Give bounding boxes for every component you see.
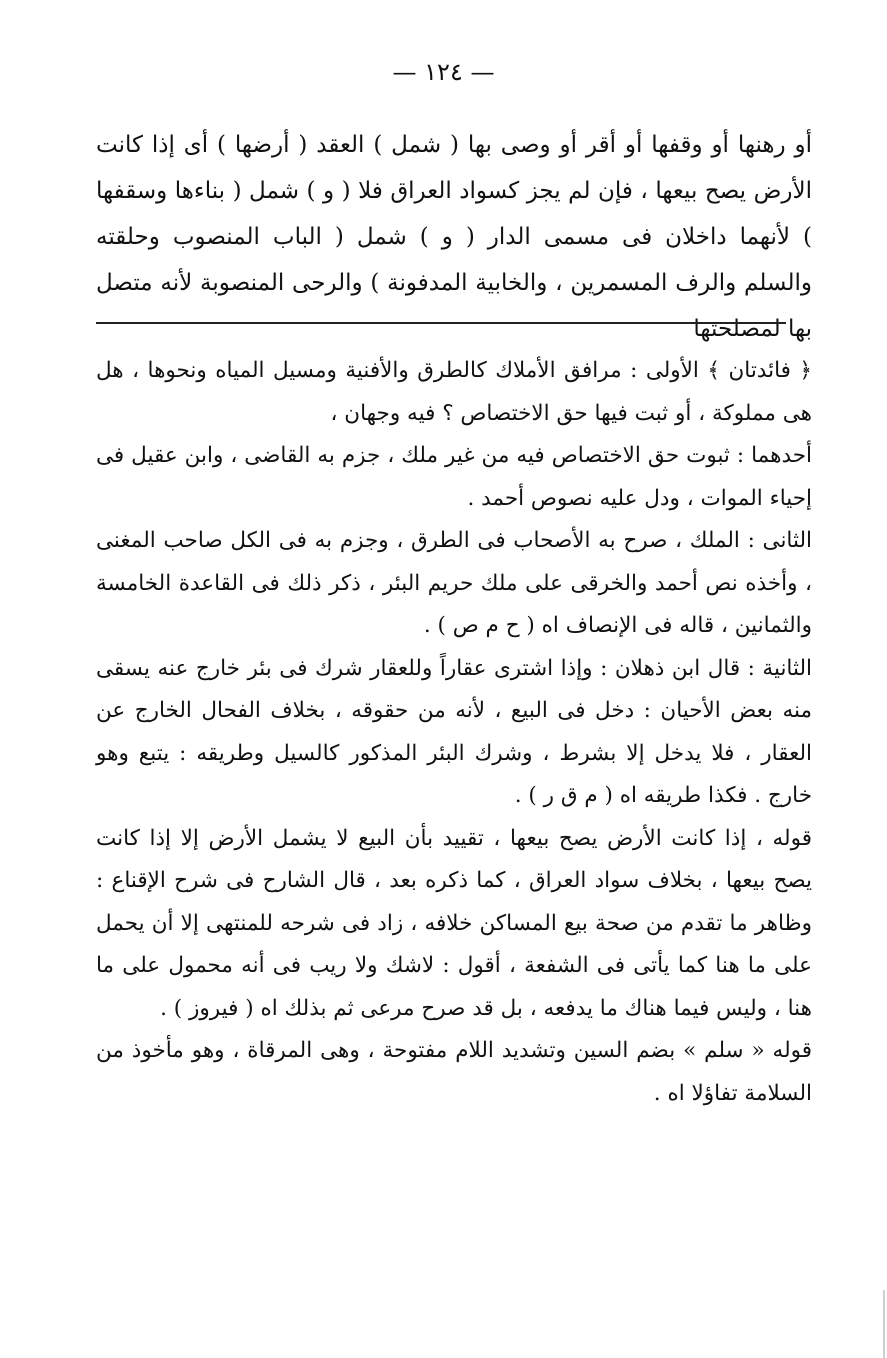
page-edge-shadow: [883, 1290, 885, 1358]
footnotes-block: [96, 350, 812, 1115]
note-paragraph-intro: ﴿ فائدتان ﴾ الأولى : مرافق الأملاك كالطرق والأفنية ومسيل المياه ونحوها ، هل هى مملوكة ، أو ثبت فيها حق الاختصاص ؟ فيه وجهان ،: [96, 358, 812, 426]
note-paragraph-first-view: أحدهما : ثبوت حق الاختصاص فيه من غير ملك ، جزم به القاضى ، وابن عقيل فى إحياء الموات ، ودل عليه نصوص أحمد .: [96, 443, 812, 511]
note-paragraph-land-sale: قوله ، إذا كانت الأرض يصح بيعها ، تقييد بأن البيع لا يشمل الأرض إلا إذا كانت يصح بيعها ، بخلاف سواد العراق ، كما ذكره بعد ، قال الشارح فى شرح الإقناع : وظاهر ما تقدم من صحة بيع المساكن خلافه ، زاد فى شرحه للمنتهى إلا أن يحمل على ما هنا كما يأتى فى الشفعة ، أقول : لاشك ولا ريب فى أنه محمول على ما هنا ، وليس فيما هناك ما يدفعه ، بل قد صرح مرعى ثم بذلك اه ( فيروز ) .: [96, 825, 812, 1021]
main-text-paragraph: أو رهنها أو وقفها أو أقر أو وصى بها ( شمل ) العقد ( أرضها ) أى إذا كانت الأرض يصح بيعها ، فإن لم يجز كسواد العراق فلا ( و ) شمل ( بناءها وسقفها ) لأنهما داخلان فى مسمى الدار ( و ) شمل ( الباب المنصوب وحلقته والسلم والرف المسمرين ، والخابية المدفونة ) والرحى المنصوبة لأنه متصل بها لمصلحتها: [96, 132, 812, 342]
main-text-block: [96, 122, 812, 352]
note-paragraph-ladder: قوله « سلم » بضم السين وتشديد اللام مفتوحة ، وهى المرقاة ، وهو مأخوذ من السلامة تفاؤلا اه .: [96, 1038, 812, 1106]
page-number: — ١٢٤ —: [392, 58, 495, 86]
footnote-divider: [96, 322, 786, 324]
note-paragraph-second-view: الثانى : الملك ، صرح به الأصحاب فى الطرق ، وجزم به فى الكل صاحب المغنى ، وأخذه نص أحمد والخرقى على ملك حريم البئر ، ذكر ذلك فى القاعدة الخامسة والثمانين ، قاله فى الإنصاف اه ( ح م ص ) .: [96, 528, 812, 638]
note-paragraph-second-benefit: الثانية : قال ابن ذهلان : وإذا اشترى عقاراً وللعقار شرك فى بئر خارج عنه يسقى منه بعض الأحيان : دخل فى البيع ، لأنه من حقوقه ، بخلاف الفحال الخارج عن العقار ، فلا يدخل إلا بشرط ، وشرك البئر المذكور كالسيل وطريقه : يتبع وهو خارج . فكذا طريقه اه ( م ق ر ) .: [96, 655, 812, 808]
